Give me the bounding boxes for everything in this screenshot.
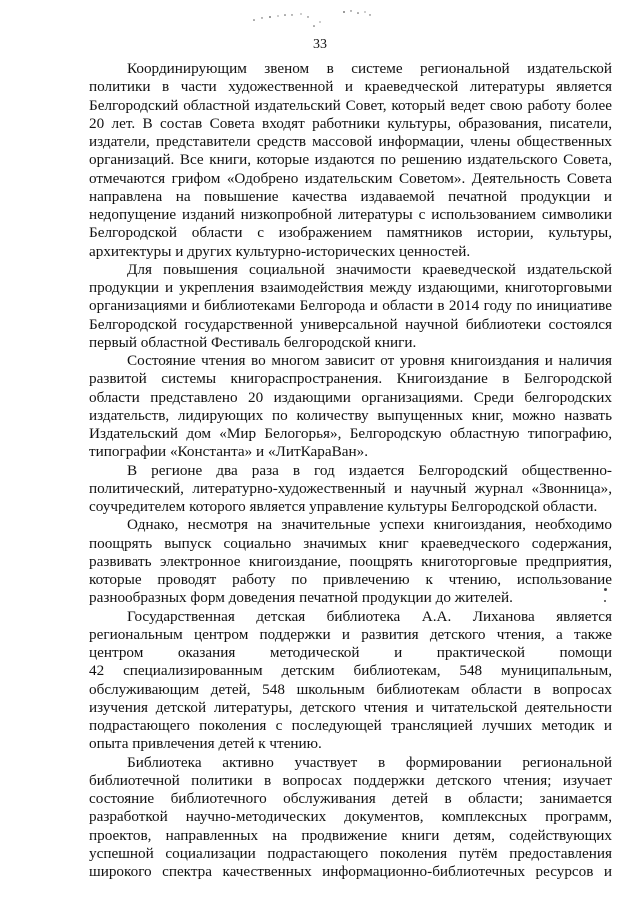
text-line: отмечаются грифом «Одобрено издательским Советом». Деятельность Совета [89, 169, 612, 187]
text-line: успешной социализации подрастающего поколения путём предоставления [89, 844, 612, 862]
text-line: В регионе два раза в год издается Белгородский общественно- [127, 461, 612, 479]
text-line: направлена на повышение качества издаваемой печатной продукции и [89, 187, 612, 205]
text-line: недопущение изданий низкопробной литературы с использованием символики [89, 206, 612, 223]
text-line: 42 специализированным детским библиотекам, 548 муниципальным, [89, 662, 612, 680]
text-line: библиотечной политики в вопросах поддержки детского чтения; изучает [89, 771, 612, 789]
text-line: издательств, лидирующих по количеству выпущенных книг, можно назвать [89, 406, 612, 424]
text-line: разработкой научно-методических документов, комплексных программ, [89, 808, 612, 826]
document-body [89, 60, 612, 881]
paragraph [89, 516, 612, 607]
scan-speck [604, 600, 606, 602]
text-line: первый областной Фестиваль белгородской книги. [89, 333, 417, 351]
paragraph [89, 754, 612, 882]
text-line: Государственная детская библиотека А.А. Лиханова является [127, 607, 612, 625]
paragraph [89, 462, 612, 517]
scan-artifact-marks [248, 6, 378, 30]
text-line: продукции и укрепления взаимодействия между издающими, книготорговыми [89, 279, 612, 296]
text-line: Белгородской области с изображением памятников истории, культуры, [89, 224, 612, 242]
text-line: состояние библиотечного обслуживания детей в области; занимается [89, 790, 612, 807]
text-line: типографии «Константа» и «ЛитКараВан». [89, 443, 368, 461]
text-line: региональным центром поддержки и развития детского чтения, а также [89, 625, 612, 643]
paragraph [89, 608, 612, 754]
text-line: которые проводят работу по привлечению к чтению, использование [89, 571, 612, 588]
text-line: Библиотека активно участвует в формировании региональной [127, 753, 612, 771]
text-line: подрастающего поколения с последующей трансляцией лучших методик и [89, 717, 612, 734]
text-line: опыта привлечения детей к чтению. [89, 735, 322, 753]
text-line: Издательский дом «Мир Белогорья», Белгородскую областную типографию, [89, 425, 612, 442]
text-line: разнообразных форм доведения печатной продукции до жителей. [89, 589, 513, 607]
text-line: центром оказания методической и практической помощи [89, 644, 612, 661]
text-line: Для повышения социальной значимости краеведческой издательской [127, 260, 612, 278]
text-line: проектов, направленных на продвижение книги детям, содействующих [89, 826, 612, 844]
text-line: поощрять выпуск социально значимых книг краеведческого содержания, [89, 534, 612, 552]
text-line: Однако, несмотря на значительные успехи книгоиздания, необходимо [127, 516, 612, 534]
paragraph [89, 261, 612, 352]
text-line: Состояние чтения во многом зависит от уровня книгоиздания и наличия [127, 352, 612, 369]
text-line: развитой системы книгораспространения. Книгоиздание в Белгородской [89, 370, 612, 388]
text-line: политики в части художественной и краеведческой литературы является [89, 78, 612, 96]
text-line: Координирующим звеном в системе региональной издательской [127, 60, 612, 77]
text-line: соучредителем которого является управление культуры Белгородской области. [89, 498, 598, 515]
text-line: издатели, представители средств массовой информации, члены общественных [89, 133, 612, 150]
text-line: Белгородской государственной универсальной научной библиотеки состоялся [89, 315, 612, 333]
text-line: Белгородский областной издательский Совет, который ведет свою работу более [89, 96, 612, 114]
text-line: политический, литературно-художественный и научный журнал «Звонница», [89, 479, 612, 497]
paragraph [89, 352, 612, 462]
text-line: развивать электронное книгоиздание, поощрять книготорговые предприятия, [89, 552, 612, 570]
text-line: широкого спектра качественных информационно-библиотечных ресурсов и [89, 863, 612, 880]
text-line: области представлено 20 издающими организациями. Среди белгородских [89, 388, 612, 406]
paragraph [89, 60, 612, 261]
text-line: архитектуры и других культурно-исторических ценностей. [89, 242, 471, 260]
text-line: обслуживающим детей, 548 школьным библиотекам области в вопросах [89, 680, 612, 698]
text-line: организациями и библиотеками Белгорода и области в 2014 году по инициативе [89, 297, 612, 315]
scan-speck [604, 588, 607, 591]
text-line: изучения детской литературы, детского чтения и читательской деятельности [89, 698, 612, 716]
text-line: 20 лет. В состав Совета входят работники культуры, образования, писатели, [89, 114, 612, 132]
text-line: организаций. Все книги, которые издаются по решению издательского Совета, [89, 151, 612, 169]
page-number: 33 [313, 37, 327, 52]
